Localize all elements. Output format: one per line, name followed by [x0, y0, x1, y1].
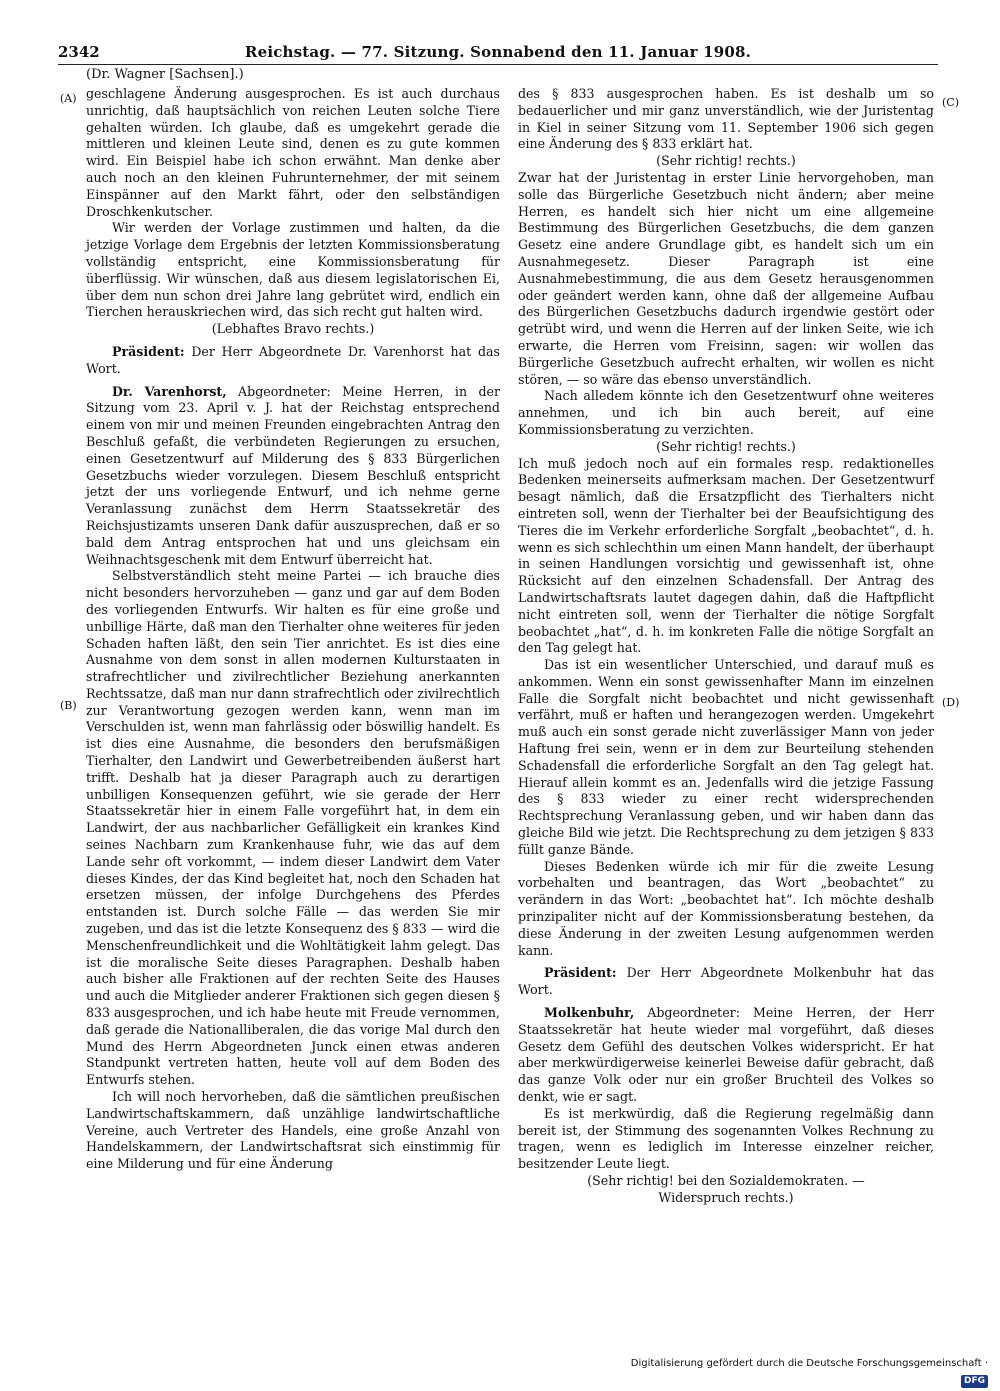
speech-opening	[518, 1005, 934, 1106]
paragraph: Wir werden der Vorlage zustimmen und halten, da die jetzige Vorlage dem Ergebnis der letzten Kommissionsberatung vollständig entspricht, eine Kommissionsberatung für überflüssig. Wir wünschen, daß aus diesem legislatorischen Ei, über dem nun schon drei Jahre lang gebrütet wird, endlich ein Tierchen herauskriechen wird, das sich recht gut halten wird.	[86, 220, 500, 320]
running-header	[58, 40, 938, 65]
paragraph: Dieses Bedenken würde ich mir für die zweite Lesung vorbehalten und beantragen, das Wort „beobachtet“ zu verändern in das Wort: „beobachtet hat“. Ich möchte deshalb prinzipaliter nicht auf der Kommissionsberatung bestehen, da diese Änderung in der zweiten Lesung aufgenommen werden kann.	[518, 858, 934, 958]
margin-marker-d: (D)	[942, 696, 960, 709]
paragraph: Selbstverständlich steht meine Partei — ich brauche dies nicht besonders hervorzuheben — ganz und gar auf dem Boden des vorliegenden Entwurfs. Wir halten es für eine große und unbillige Härte, daß man den Tierhalter ohne weiteres für jeden Schaden haften läßt, den sein Tier anrichtet. Es ist dies eine Ausnahme von dem sonst in allen modernen Kulturstaaten in strafrechtlicher und zivilrechtlicher Beziehung anerkannten Rechtssatze, daß man nur dann strafrechtlich oder zivilrechtlich zur Verantwortung gezogen werden kann, wenn man im Verschulden ist, wenn man fahrlässig oder böswillig handelt. Es ist dies eine Ausnahme, die besonders den berufsmäßigen Tierhalter, den Landwirt und Gewerbetreibenden äußerst hart trifft. Deshalb hat ja dieser Paragraph auch zu derartigen unbilligen Konsequenzen geführt, wie sie gerade der Herr Staatssekretär hier in einem Falle vorgeführt hat, in dem ein Landwirt, der aus nachbarlicher Gefälligkeit ein krankes Kind seines Nachbarn zum Krankenhause fuhr, wie das auf dem Lande sehr oft vorkommt, — indem dieser Landwirt dem Vater dieses Kindes, der das Kind begleitet hat, noch den Schaden hat ersetzen müssen, der infolge Durchgehens des Pferdes entstanden ist. Durch solche Fälle — das werden Sie mir zugeben, und das ist die letzte Konsequenz des § 833 — wird die Menschenfreundlichkeit und die Wohltätigkeit lahm gelegt. Das ist die moralische Seite dieses Paragraphen. Deshalb haben auch bisher alle Fraktionen auf der rechten Seite des Hauses und auch die Mitglieder anderer Fraktionen sich gegen diesen § 833 ausgesprochen, und ich habe heute mit Freude vernommen, daß gerade die Nationalliberalen, die das vorige Mal durch den Mund des Herrn Abgeordneten Junck einen etwas anderen Standpunkt vertreten hatten, heute voll auf dem Boden des Entwurfs stehen.	[86, 568, 500, 1088]
president-remark	[518, 965, 934, 999]
speech-text: Abgeordneter: Meine Herren, der Herr Staatssekretär hat heute wieder mal vorgeführt, daß dieses Gesetz dem Gefühl des deutschen Volkes widerspricht. Er hat aber merkwürdigerweise keinerlei Beweise dafür gebracht, daß das ganze Volk oder nur ein großer Bruchteil des Volkes so denkt, wie er sagt.	[518, 1005, 934, 1105]
president-remark	[86, 344, 500, 378]
paragraph: Es ist merkwürdig, daß die Regierung regelmäßig dann bereit ist, der Stimmung des sogenannten Volkes Rechnung zu tragen, wenn es lediglich im Interesse einzelner reicher, besitzender Leute liegt.	[518, 1105, 934, 1172]
remark-text: Der Herr Abgeordnete Molkenbuhr hat das Wort.	[518, 965, 934, 998]
paragraph: Das ist ein wesentlicher Unterschied, und darauf muß es ankommen. Wenn ein sonst gewissenhafter Mann im einzelnen Falle die Sorgfalt nicht beobachtet und nicht gewissenhaft verfährt, muß er haften und herangezogen werden. Umgekehrt muß auch ein sonst gerade nicht zuverlässiger Mann von jeder Haftung frei sein, wenn er in dem zur Beurteilung stehenden Schadensfall die erforderliche Sorgfalt an den Tag gelegt hat. Hierauf allein kommt es an. Jedenfalls wird die jetzige Fassung des § 833 wieder zu einer recht widersprechenden Rechtsprechung Veranlassung geben, und wir haben dann das gleiche Bild wie jetzt. Die Rechtsprechung zu dem jetzigen § 833 füllt ganze Bände.	[518, 657, 934, 857]
paragraph: Ich muß jedoch noch auf ein formales resp. redaktionelles Bedenken meinerseits aufmerksam machen. Der Gesetzentwurf besagt nämlich, daß die Ersatzpflicht des Tierhalters nicht eintreten soll, wenn der Tierhalter bei der Beaufsichtigung des Tieres die im Verkehr erforderliche Sorgfalt „beobachtet“, d. h. wenn es sich schlechthin um einen Mann handelt, der überhaupt in seinen Handlungen vorsichtig und gewissenhaft ist, ohne Rücksicht auf den einzelnen Schadensfall. Der Antrag des Landwirtschaftsrats lautet dagegen dahin, daß die Haftpflicht nicht eintreten soll, wenn der Tierhalter die nötige Sorgfalt beobachtet „hat“, d. h. im konkreten Falle die nötige Sorgfalt an den Tag gelegt hat.	[518, 455, 934, 656]
speech-opening	[86, 384, 500, 569]
left-column	[86, 86, 500, 1173]
interjection: (Lebhaftes Bravo rechts.)	[211, 321, 375, 337]
interjection: (Sehr richtig! bei den Sozialdemokraten. —	[587, 1173, 865, 1188]
margin-marker-b: (B)	[60, 699, 77, 712]
page-title: Reichstag. — 77. Sitzung. Sonnabend den 11. Januar 1908.	[244, 43, 752, 61]
credit-text: Digitalisierung gefördert durch die Deutsche Forschungsgemeinschaft ·	[630, 1358, 988, 1369]
interjection: (Sehr richtig! rechts.)	[656, 153, 796, 169]
margin-marker-a: (A)	[60, 92, 77, 105]
interjection: Widerspruch rechts.)	[658, 1189, 794, 1205]
speaker-label: Präsident:	[112, 343, 185, 359]
paragraph: geschlagene Änderung ausgesprochen. Es ist auch durchaus unrichtig, daß hauptsächlich von reichen Leuten solche Tiere gehalten würden. Ich glaube, daß es umgekehrt gerade die mittleren und kleinen Leute sind, denen es zu gute kommen wird. Ein Beispiel habe ich schon erwähnt. Man denke aber auch noch an den kleinen Fuhrunternehmer, der mit seinem Einspänner auf den Markt fährt, oder den selbständigen Droschkenkutscher.	[86, 86, 500, 219]
speech-text: Abgeordneter: Meine Herren, in der Sitzung vom 23. April v. J. hat der Reichstag entsprechend einem von mir und meinen Freunden eingebrachten Antrag den Beschluß gefaßt, die verbündeten Regierungen zu ersuchen, einen Gesetzentwurf auf Milderung des § 833 Bürgerlichen Gesetzbuchs wieder vorzulegen. Diesem Beschluß entspricht jetzt der uns vorliegende Entwurf, und ich nehme gerne Veranlassung zunächst dem Herrn Staatssekretär des Reichsjustizamts unseren Dank dafür auszusprechen, daß er so bald dem Antrag entsprochen hat und uns gleichsam ein Weihnachtsgeschenk mit dem Entwurf überreicht hat.	[86, 383, 500, 567]
interjection: (Sehr richtig! rechts.)	[656, 438, 796, 454]
dfg-logo: DFG	[961, 1375, 988, 1388]
paragraph: des § 833 ausgesprochen haben. Es ist deshalb um so bedauerlicher und mir ganz unverständlich, wie der Juristentag in Kiel in seiner Sitzung vom 11. September 1906 sich gegen eine Änderung des § 833 erklärt hat.	[518, 86, 934, 152]
right-column	[518, 86, 934, 1207]
speaker-name: Dr. Varenhorst,	[112, 383, 227, 399]
speaker-name: Molkenbuhr,	[544, 1005, 635, 1021]
paragraph: Nach alledem könnte ich den Gesetzentwurf ohne weiteres annehmen, und ich bin auch bereit, auf eine Kommissionsberatung zu verzichten.	[518, 388, 934, 437]
remark-text: Der Herr Abgeordnete Dr. Varenhorst hat das Wort.	[86, 343, 500, 376]
margin-marker-c: (C)	[942, 96, 959, 109]
paragraph: Zwar hat der Juristentag in erster Linie hervorgehoben, man solle das Bürgerliche Gesetzbuch nicht ändern; aber meine Herren, es handelt sich hier nicht um eine allgemeine Bestimmung des Bürgerlichen Gesetzbuchs, die dem ganzen Gesetz eine andere Grundlage gibt, es handelt sich um ein Ausnahmegesetz. Dieser Paragraph ist eine Ausnahmebestimmung, die aus dem Gesetz herausgenommen oder geändert werden kann, ohne daß der allgemeine Aufbau des Bürgerlichen Gesetzbuchs dadurch irgendwie gestört oder getrübt wird, und wenn die Herren auf der linken Seite, wie ich erwarte, die Herren vom Freisinn, sagen: wir wollen das Bürgerliche Gesetzbuch aufrecht erhalten, wir wollen es nicht stören, — so wäre das ebenso unverständlich.	[518, 169, 934, 387]
page-number: 2342	[58, 43, 100, 61]
digitization-credit	[600, 1355, 988, 1386]
continued-speaker: (Dr. Wagner [Sachsen].)	[86, 67, 244, 82]
speaker-label: Präsident:	[544, 965, 617, 981]
paragraph: Ich will noch hervorheben, daß die sämtlichen preußischen Landwirtschaftskammern, daß unzählige landwirtschaftliche Vereine, auch Vertreter des Handels, eine große Anzahl von Handelskammern, der Landwirtschaftsrat sich einstimmig für eine Milderung und für eine Änderung	[86, 1089, 500, 1172]
